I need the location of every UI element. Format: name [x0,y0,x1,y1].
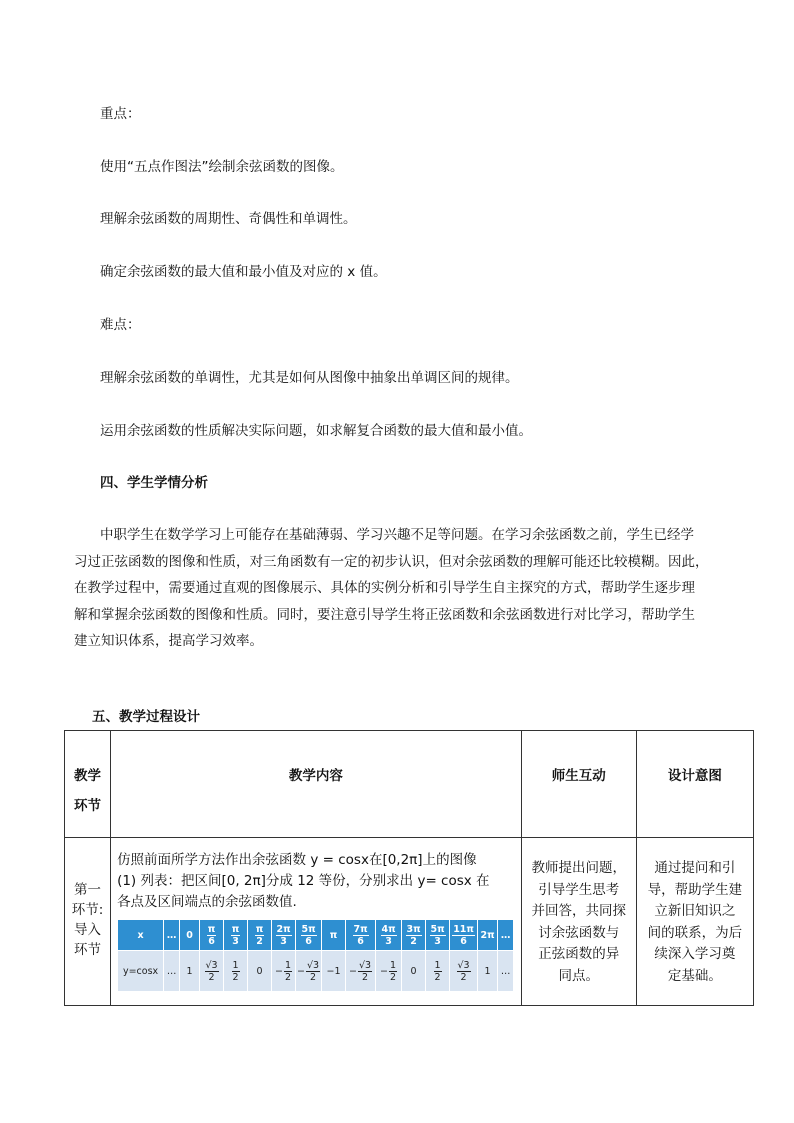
para-line-2: 习过正弦函数的图像和性质，对三角函数有一定的初步认识，但对余弦函数的理解可能还比较模糊。因此， [74,553,709,570]
denominator: 3 [232,935,239,947]
intent-cell [636,838,753,1006]
interaction-line: 教师提出问题， [531,860,626,876]
interaction-line: 同点。 [558,967,599,984]
section4-paragraph [74,522,754,655]
para-line-4: 解和掌握余弦函数的图像和性质。同时，要注意引导学生将正弦函数和余弦函数进行对比学习，帮助学生 [74,606,695,623]
x-row [118,920,514,951]
cosine-value-table [117,919,514,992]
stage-line3: 导入 [74,922,102,938]
header-intent-label: 设计意图 [667,768,722,784]
x-value-cell [346,920,376,951]
y-value-cell: −1 [322,951,346,992]
denominator: 2 [285,971,292,983]
x-value-cell [248,920,272,951]
x-value-cell [450,920,478,951]
y-row [118,951,514,992]
y-value-cell [272,951,296,992]
denominator: 6 [305,935,312,947]
content-line1: 仿照前面所学方法作出余弦函数 y = cosx在[0,2π]上的图像 [117,852,477,868]
header-stage-line1: 教学 [74,768,102,784]
numerator: √3 [306,959,320,971]
stage-line4: 环节 [74,942,102,958]
fraction [434,960,442,983]
intent-line: 立新旧知识之 [654,903,736,919]
fraction [353,924,369,947]
fraction [306,960,320,983]
denominator: 2 [434,971,441,983]
numerator: π [255,923,264,935]
denominator: 2 [232,971,239,983]
y-label: y=cosx [118,951,164,992]
denominator: 6 [208,935,215,947]
fraction [301,924,317,947]
numerator: 5π [430,923,445,935]
y-ellipsis-left: … [164,951,180,992]
y-value-cell [224,951,248,992]
interaction-line: 正弦函数的异 [538,946,620,962]
fraction [232,960,240,983]
fraction [457,960,471,983]
denominator: 6 [460,935,467,947]
para-line-1: 中职学生在数学学习上可能存在基础薄弱、学习兴趣不足等问题。在学习余弦函数之前，学生已经学 [100,527,694,543]
numerator: 3π [406,923,421,935]
section4-title: 四、学生学情分析 [100,475,208,491]
x-value-cell [376,920,402,951]
interaction-cell [521,838,636,1006]
header-interaction [521,731,636,838]
content-line2: (1) 列表：把区间[0, 2π]分成 12 等份，分别求出 y= cosx 在 [117,873,490,889]
numerator: 1 [285,959,292,971]
x-label: x [118,920,164,951]
difficulty-2: 运用余弦函数的性质解决实际问题，如求解复合函数的最大值和最小值。 [100,423,532,439]
interaction-line: 并回答，共同探 [531,903,626,919]
y-value-cell: 1 [478,951,498,992]
stage-cell [65,838,111,1006]
fraction [430,924,446,947]
y-value-cell: 0 [402,951,426,992]
numerator: √3 [358,959,372,971]
x-ellipsis-left: … [164,920,180,951]
x-value-cell: 0 [180,920,200,951]
numerator: 2π [276,923,291,935]
content-cell [111,838,522,1006]
denominator: 2 [390,971,397,983]
para-line-3: 在教学过程中，需要通过直观的图像展示、具体的实例分析和引导学生自主探究的方式，帮助学生逐步理 [74,580,695,596]
minus-sign: − [349,965,357,977]
stage-line1: 第一 [74,882,102,898]
header-content [111,731,522,838]
interaction-line: 讨余弦函数与 [538,924,620,941]
fraction [406,924,422,947]
intent-line: 续深入学习奠 [654,946,736,962]
intent-line: 间的联系，为后 [647,924,743,941]
fraction [255,924,265,947]
header-stage-line2: 环节 [74,798,102,814]
y-value-cell: 0 [248,951,272,992]
y-value-cell: 1 [180,951,200,992]
header-stage [65,731,111,838]
numerator: 7π [353,923,368,935]
header-content-label: 教学内容 [288,768,343,784]
difficulty-1: 理解余弦函数的单调性，尤其是如何从图像中抽象出单调区间的规律。 [100,370,519,386]
key-point-2: 理解余弦函数的周期性、奇偶性和单调性。 [100,211,357,227]
numerator: 4π [381,923,396,935]
intent-line: 导，帮助学生建 [647,881,743,898]
x-value-cell [402,920,426,951]
content-line3: 各点及区间端点的余弦函数值. [117,894,297,910]
key-point-1: 使用“五点作图法”绘制余弦函数的图像。 [100,159,344,175]
section5-title: 五、教学过程设计 [92,709,200,725]
x-ellipsis-right: … [498,920,514,951]
numerator: π [231,923,240,935]
x-value-cell [200,920,224,951]
fraction [205,960,219,983]
numerator: 5π [301,923,316,935]
teaching-process-table [64,730,754,1006]
numerator: π [207,923,216,935]
y-value-cell [450,951,478,992]
stage-line2: 环节: [71,902,104,918]
denominator: 2 [310,971,317,983]
intent-line: 通过提问和引 [654,860,736,876]
numerator: 1 [390,959,397,971]
numerator: 1 [232,959,239,971]
intent-line: 定基础。 [667,967,722,984]
y-value-cell [376,951,402,992]
minus-sign: − [297,965,305,977]
difficulties-heading: 难点： [100,317,141,333]
denominator: 2 [410,935,417,947]
denominator: 2 [256,935,263,947]
numerator: 1 [434,959,441,971]
denominator: 3 [434,935,441,947]
x-value-cell: π [322,920,346,951]
x-value-cell [426,920,450,951]
fraction [381,924,397,947]
header-intent [636,731,753,838]
denominator: 6 [357,935,364,947]
table-header-row [65,731,754,838]
y-value-cell [296,951,322,992]
table-row [65,838,754,1006]
y-value-cell [346,951,376,992]
fraction [276,924,292,947]
denominator: 2 [362,971,369,983]
key-point-3: 确定余弦函数的最大值和最小值及对应的 x 值。 [100,264,387,280]
x-value-cell [224,920,248,951]
x-value-cell [296,920,322,951]
denominator: 3 [280,935,287,947]
numerator: √3 [457,959,470,971]
key-points-heading: 重点： [100,106,141,122]
denominator: 2 [208,971,215,983]
fraction [389,960,397,983]
minus-sign: − [380,965,389,977]
minus-sign: − [275,965,284,977]
numerator: √3 [205,959,218,971]
x-value-cell: 2π [478,920,498,951]
fraction [231,924,241,947]
para-line-5: 建立知识体系，提高学习效率。 [74,633,263,649]
y-value-cell [426,951,450,992]
denominator: 2 [460,971,467,983]
denominator: 3 [385,935,392,947]
header-interaction-label: 师生互动 [551,768,606,784]
x-value-cell [272,920,296,951]
numerator: 11π [453,923,474,935]
fraction [358,960,372,983]
y-value-cell [200,951,224,992]
fraction [207,924,217,947]
fraction [284,960,292,983]
fraction [452,924,475,947]
interaction-line: 引导学生思考 [538,881,620,898]
y-ellipsis-right: … [498,951,514,992]
